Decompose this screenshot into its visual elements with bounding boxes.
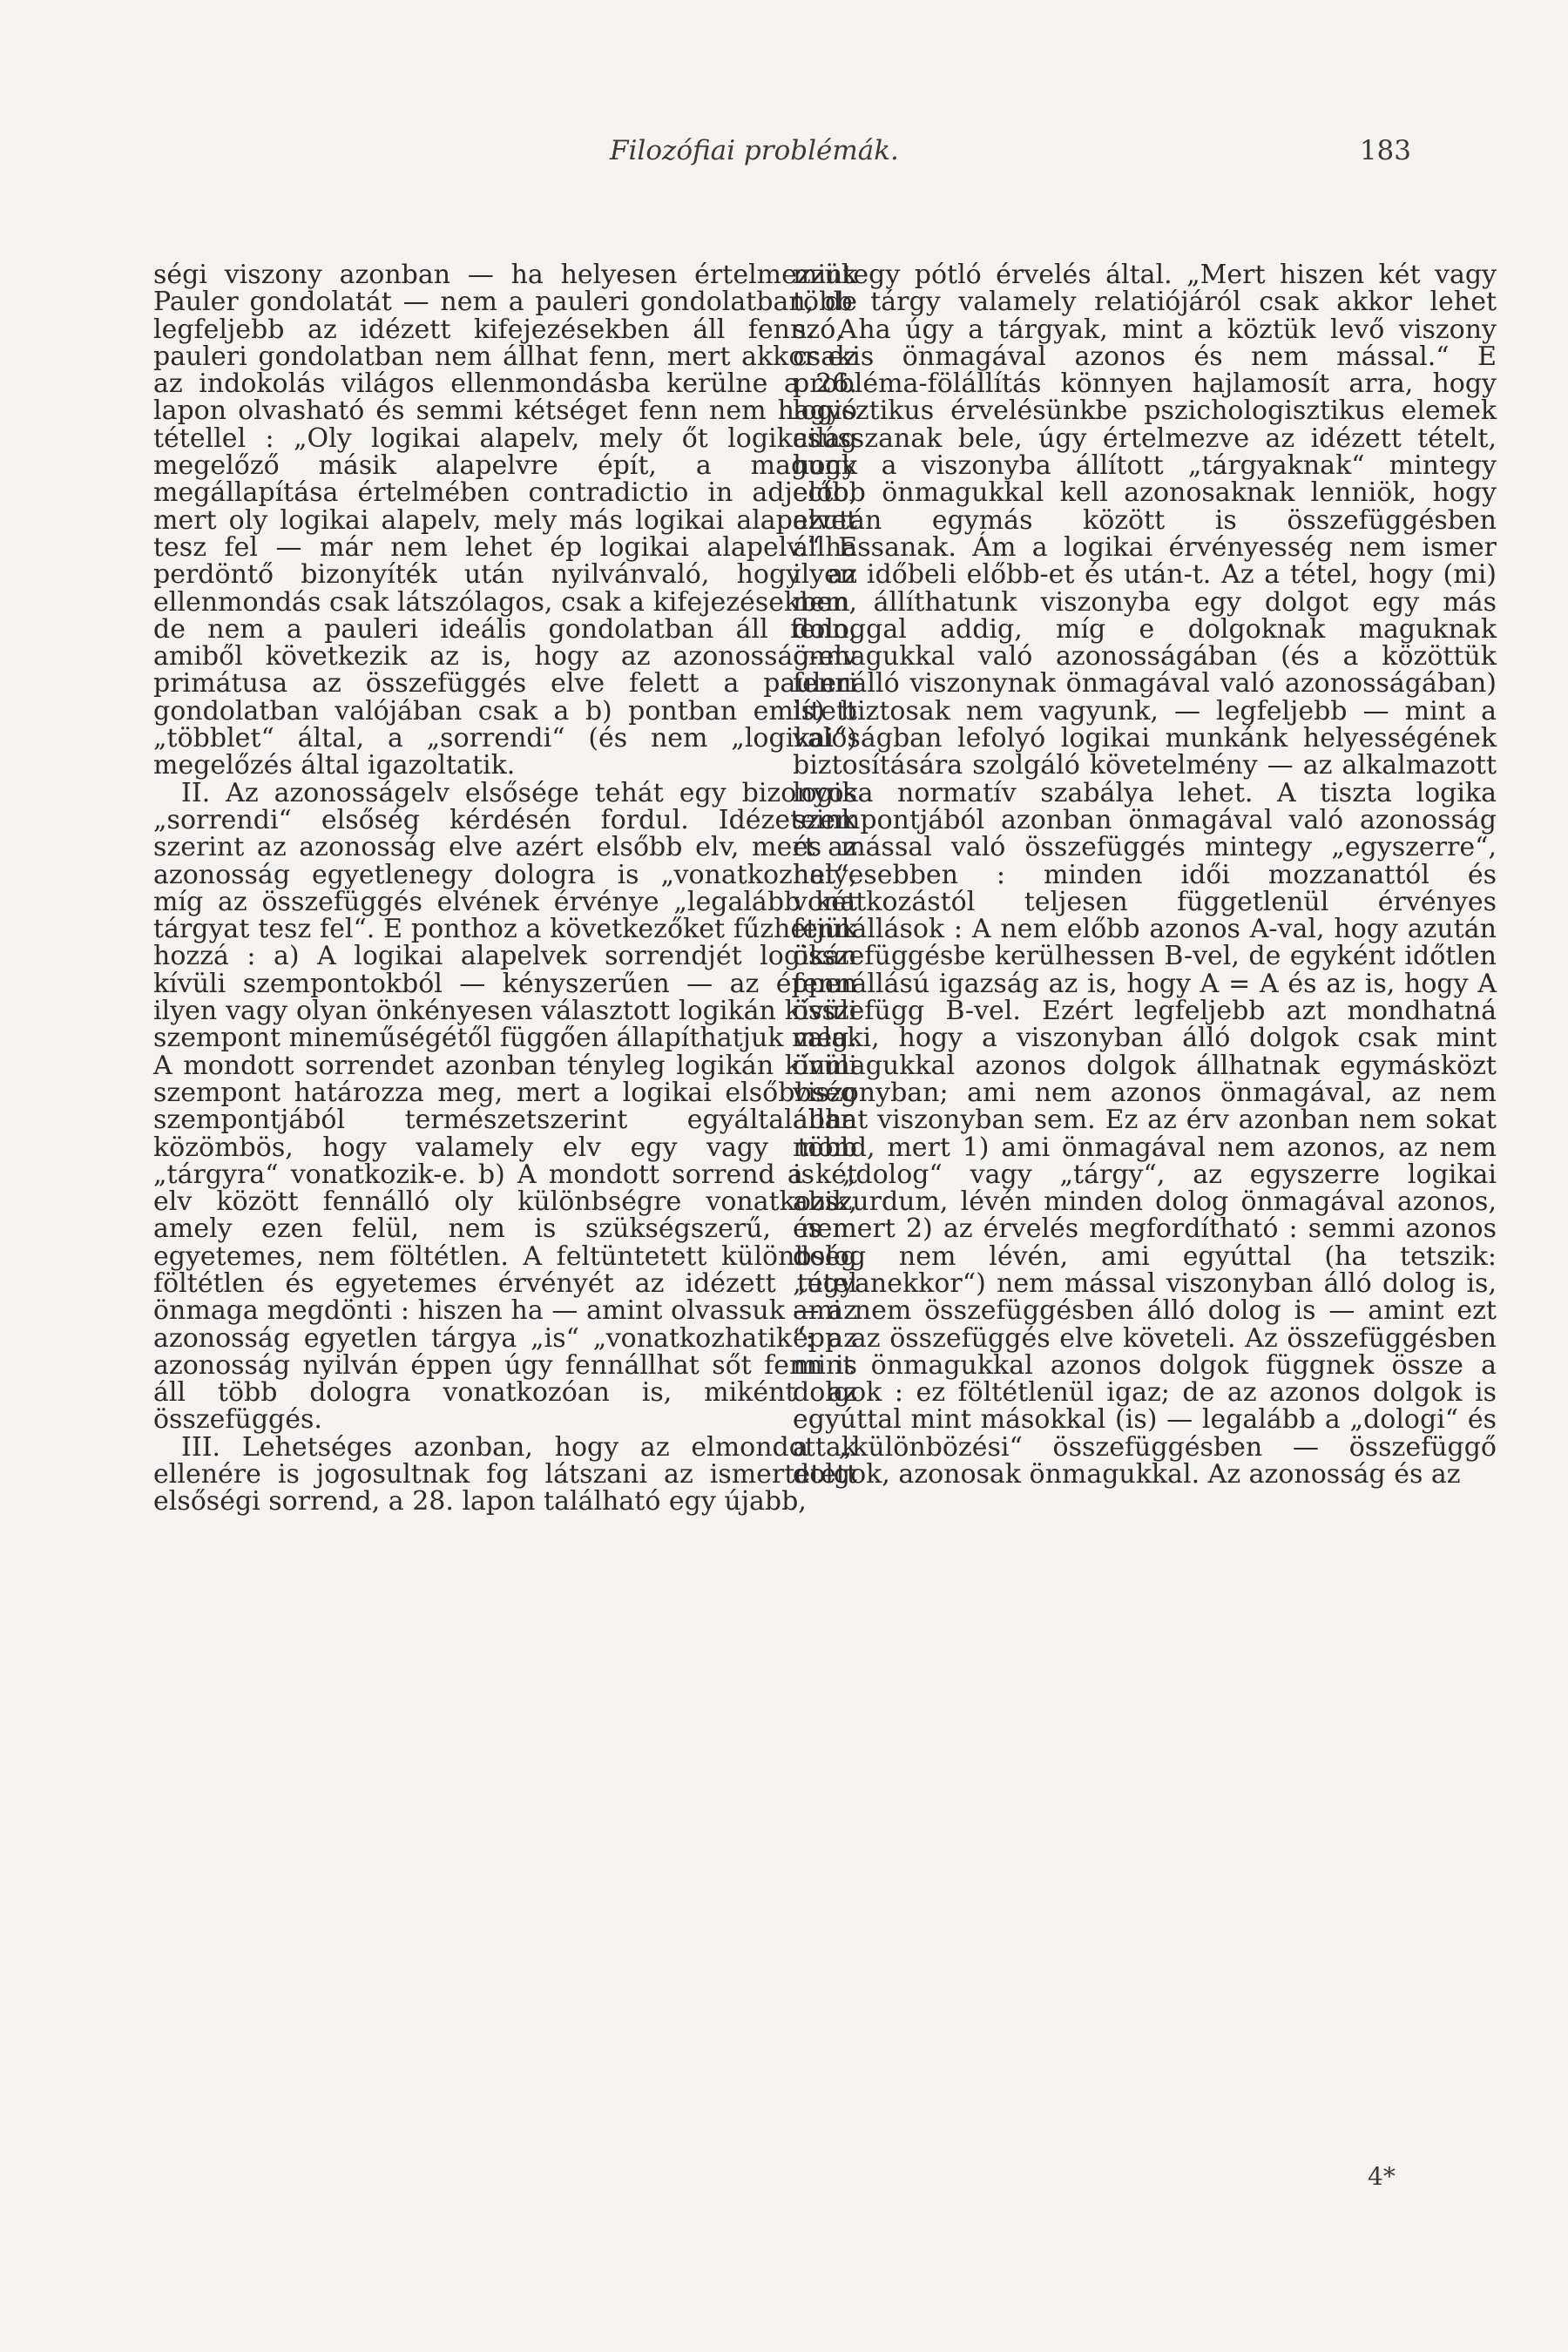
left-paragraph-1: ségi viszony azonban — ha helyesen értelmezzük Pauler gondolatát — nem a pauleri gondolatban, de legfeljebb az idézett kifejezésekben áll fenn. A pauleri gondolatban nem állhat fenn, mert akkor ez az indokolás világos ellenmondásba kerülne a 26. lapon olvasható és semmi kétséget fenn nem hagyó tétellel : „Oly logikai alapelv, mely őt logikailag megelőző másik alapelvre épít, a magunk megállapítása értelmében contradictio in adjecto, mert oly logikai alapelv, mely más logikai alapelvet tesz fel — már nem lehet ép logikai alapelv.“ E perdöntő bizonyíték után nyilvánvaló, hogy az ellenmondás csak látszólagos, csak a kifejezésekben, de nem a pauleri ideális gondolatban áll fenn, amiből következik az is, hogy az azonosság-elv primátusa az összefüggés elve felett a pauleri gondolatban valójában csak a b) pontban említett „többlet“ által, a „sorrendi“ (és nem „logikai“) megelőzés által igazoltatik. xyxy=(153,260,857,781)
left-column xyxy=(153,261,857,1516)
right-paragraph-1: mintegy pótló érvelés által. „Mert hiszen két vagy több tárgy valamely relatiójáról csak akkor lehet szó, ha úgy a tárgyak, mint a köztük levő viszony csakis önmagával azonos és nem mással.“ E probléma-fölállítás könnyen hajlamosít arra, hogy logisztikus érvelésünkbe pszichologisztikus elemek csússzanak bele, úgy értelmezve az idézett tételt, hogy a viszonyba állított „tárgyaknak“ mintegy előbb önmagukkal kell azonosaknak lenniök, hogy azután egymás között is összefüggésben állhassanak. Ám a logikai érvényesség nem ismer ilyen időbeli előbb-et és után-t. Az a tétel, hogy (mi) nem állíthatunk viszonyba egy dolgot egy más dologgal addig, míg e dolgoknak maguknak önmagukkal való azonosságában (és a közöttük fennálló viszonynak önmagával való azonosságában) is) biztosak nem vagyunk, — legfeljebb — mint a valóságban lefolyó logikai munkánk helyességének biztosítására szolgáló követelmény — az alkalmazott logika normatív szabálya lehet. A tiszta logika szempontjából azonban önmagával való azonosság és mással való összefüggés mintegy „egyszerre“, helyesebben : minden idői mozzanattól és vonatkozástól teljesen függetlenül érvényes fennállások : A nem előbb azonos A-val, hogy azután összefüggésbe kerülhessen B-vel, de egyként időtlen fennállású igazság az is, hogy A = A és az is, hogy A összefügg B-vel. Ezért legfeljebb azt mondhatná valaki, hogy a viszonyban álló dolgok csak mint önmagukkal azonos dolgok állhatnak egymásközt viszonyban; ami nem azonos önmagával, az nem állhat viszonyban sem. Ez az érv azonban nem sokat mond, mert 1) ami önmagával nem azonos, az nem is „dolog“ vagy „tárgy“, az egyszerre logikai abszurdum, lévén minden dolog önmagával azonos, és mert 2) az érvelés megfordítható : semmi azonos dolog nem lévén, ami egyúttal (ha tetszik: „ugyanekkor“) nem mással viszonyban álló dolog is, ami nem összefüggésben álló dolog is — amint ezt épp az összefüggés elve követeli. Az összefüggésben mint önmagukkal azonos dolgok függnek össze a dolgok : ez föltétlenül igaz; de az azonos dolgok is egyúttal mint másokkal (is) — legalább a „dologi“ és a „különbözési“ összefüggésben — összefüggő dolgok, azonosak önmagukkal. Az azonosság és az xyxy=(793,260,1497,1490)
page-header xyxy=(610,135,1411,173)
left-paragraph-3: III. Lehetséges azonban, hogy az elmondottak ellenére is jogosultnak fog látszani az ismertetett elsőségi sorrend, a 28. lapon található egy újabb, xyxy=(153,1431,857,1517)
left-paragraph-2: II. Az azonosságelv elsősége tehát egy bizonyos „sorrendi“ elsőség kérdésén fordul. Idézeteink szerint az azonosság elve azért elsőbb elv, mert az azonosság egyetlenegy dologra is „vonatkozhat“, míg az összefüggés elvének érvénye „legalább két tárgyat tesz fel“. E ponthoz a következőket fűzhetjük hozzá : a) A logikai alapelvek sorrendjét logikán kívüli szempontokból — kényszerűen — az éppen ilyen vagy olyan önkényesen választott logikán kívüli szempont mineműségétől függően állapíthatjuk meg. A mondott sorrendet azonban tényleg logikán kívüli szempont határozza meg, mert a logikai elsőbbség szempontjából természetszerint egyáltalában közömbös, hogy valamely elv egy vagy több „tárgyra“ vonatkozik-e. b) A mondott sorrend a két elv között fennálló oly különbségre vonatkozik, amely ezen felül, nem is szükségszerű, nem egyetemes, nem föltétlen. A feltüntetett különbség föltétlen és egyetemes érvényét az idézett tétel önmaga megdönti : hiszen ha — amint olvassuk — az azonosság egyetlen tárgya „is“ „vonatkozhatik“: az azonosság nyilván éppen úgy fennállhat sőt fenn is áll több dologra vonatkozóan is, miként az összefüggés. xyxy=(153,777,857,1436)
running-title: Filozófiai problémák. xyxy=(610,135,899,166)
signature-mark: 4* xyxy=(1368,2162,1396,2191)
right-column xyxy=(793,261,1497,1488)
page-number: 183 xyxy=(1359,135,1411,166)
